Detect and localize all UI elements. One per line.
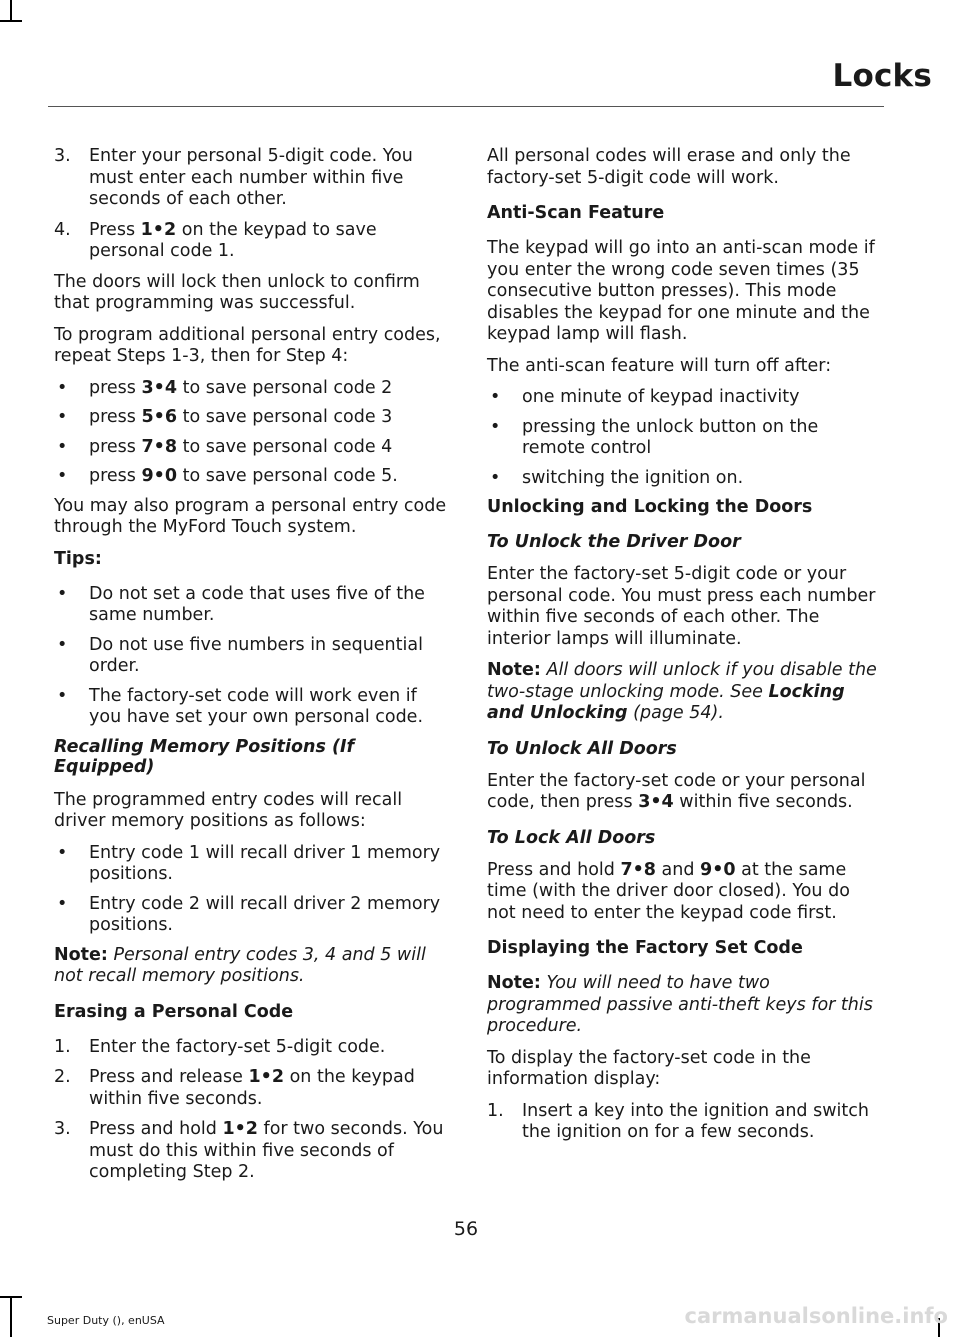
- step-number: 4.: [54, 219, 71, 240]
- list-item: [54, 843, 448, 886]
- paragraph: The anti-scan feature will turn off after:: [487, 355, 832, 376]
- bullet-text: press 5•6 to save personal code 3: [89, 407, 393, 427]
- list-item: [54, 686, 448, 729]
- bullet-text: pressing the unlock button on the remote control: [522, 416, 819, 458]
- list-item: [54, 466, 448, 488]
- note: [54, 945, 448, 988]
- paragraph: To program additional personal entry codes, repeat Steps 1-3, then for Step 4:: [54, 324, 441, 366]
- bullet-icon: •: [57, 583, 68, 604]
- list-item: [54, 437, 448, 459]
- bullet-text: switching the ignition on.: [522, 467, 744, 488]
- list-item: [54, 1037, 448, 1059]
- section-heading: Unlocking and Locking the Doors: [487, 497, 813, 517]
- list-item: [487, 387, 883, 409]
- bullet-text: Entry code 1 will recall driver 1 memory positions.: [89, 842, 441, 884]
- note-label: Note:: [487, 660, 541, 680]
- step-text: Insert a key into the ignition and switch the ignition on for a few seconds.: [522, 1100, 869, 1142]
- footer-text: Super Duty (), enUSA: [47, 1314, 165, 1327]
- note: [487, 660, 883, 725]
- paragraph: Enter the factory-set 5-digit code or your personal code. You must press each number within five seconds of each other. The interior lamps will illuminate.: [487, 564, 876, 649]
- paragraph: The keypad will go into an anti-scan mode if you enter the wrong code seven times (35 consecutive button presses). This mode disables the keypad for one minute and the keypad lamp will flash.: [487, 238, 875, 344]
- list-item: [487, 417, 883, 460]
- list-item: [487, 468, 883, 490]
- note-text: All doors will unlock if you disable the two-stage unlocking mode. See: [487, 660, 877, 702]
- note-text: Personal entry codes 3, 4 and 5 will not recall memory positions.: [54, 944, 426, 986]
- list-item: [487, 1101, 883, 1144]
- list-item: [54, 584, 448, 627]
- list-item: [54, 146, 448, 211]
- bullet-icon: •: [57, 407, 68, 427]
- bullet-list: [54, 843, 448, 937]
- list-item: [54, 635, 448, 678]
- paragraph: To display the factory-set code in the information display:: [487, 1047, 811, 1089]
- bullet-icon: •: [490, 416, 501, 437]
- bullet-icon: •: [490, 467, 501, 488]
- section-heading: Anti-Scan Feature: [487, 203, 665, 223]
- paragraph: All personal codes will erase and only the factory-set 5-digit code will work.: [487, 146, 851, 188]
- right-column: [487, 146, 883, 1153]
- list-item: [54, 894, 448, 937]
- paragraph: Enter the factory-set code or your personal code, then press 3•4 within five seconds.: [487, 770, 866, 812]
- note: [487, 973, 883, 1038]
- step-number: 3.: [54, 146, 71, 166]
- bullet-icon: •: [57, 436, 68, 457]
- watermark: carmanualsonline.info: [684, 1304, 948, 1328]
- step-text: Press and release 1•2 on the keypad within five seconds.: [89, 1067, 415, 1109]
- page-reference: (page 54).: [633, 703, 724, 723]
- note-label: Note:: [487, 973, 541, 993]
- page-title: Locks: [832, 58, 932, 94]
- subsection-heading: To Lock All Doors: [487, 827, 656, 848]
- crop-mark: [0, 1296, 22, 1298]
- cross-reference-link[interactable]: Locking and Unlocking: [487, 681, 845, 723]
- step-number: 3.: [54, 1119, 71, 1139]
- subsection-heading: To Unlock the Driver Door: [487, 532, 741, 552]
- step-number: 1.: [487, 1100, 504, 1121]
- list-item: [54, 220, 448, 263]
- section-heading: Displaying the Factory Set Code: [487, 938, 803, 958]
- bullet-text: Do not use five numbers in sequential order.: [89, 634, 423, 676]
- step-number: 1.: [54, 1036, 71, 1057]
- left-column: [54, 146, 448, 1193]
- paragraph: The programmed entry codes will recall driver memory positions as follows:: [54, 789, 403, 831]
- paragraph: The doors will lock then unlock to confirm that programming was successful.: [54, 271, 420, 313]
- header-divider: [48, 106, 884, 107]
- section-heading: Tips:: [54, 548, 102, 569]
- subsection-heading: To Unlock All Doors: [487, 738, 677, 759]
- steps-list: [54, 1037, 448, 1184]
- steps-list: [487, 1101, 883, 1144]
- bullet-icon: •: [57, 377, 68, 398]
- bullet-icon: •: [57, 466, 68, 486]
- bullet-text: press 3•4 to save personal code 2: [89, 377, 393, 398]
- step-number: 2.: [54, 1067, 71, 1087]
- list-item: [54, 378, 448, 400]
- paragraph: Press and hold 7•8 and 9•0 at the same time (with the driver door closed). You do not need to enter the keypad code first.: [487, 859, 850, 923]
- bullet-text: Do not set a code that uses five of the same number.: [89, 583, 425, 625]
- bullet-list: [54, 584, 448, 729]
- bullet-icon: •: [57, 634, 68, 655]
- page-number: 56: [453, 1218, 479, 1240]
- subsection-heading: Recalling Memory Positions (If Equipped): [54, 736, 355, 777]
- note-text: You will need to have two programmed passive anti-theft keys for this procedure.: [487, 973, 873, 1036]
- note-label: Note:: [54, 944, 108, 965]
- step-text: Enter the factory-set 5-digit code.: [89, 1036, 386, 1057]
- step-text: Press 1•2 on the keypad to save personal code 1.: [89, 219, 377, 261]
- section-heading: Erasing a Personal Code: [54, 1001, 294, 1022]
- list-item: [54, 1119, 448, 1184]
- crop-mark: [0, 20, 22, 22]
- bullet-text: press 7•8 to save personal code 4: [89, 436, 393, 457]
- paragraph: You may also program a personal entry code through the MyFord Touch system.: [54, 495, 447, 537]
- list-item: [54, 1067, 448, 1110]
- step-text: Press and hold 1•2 for two seconds. You must do this within five seconds of completing Step 2.: [89, 1119, 444, 1182]
- steps-list: [54, 146, 448, 263]
- bullet-list: [54, 378, 448, 488]
- bullet-text: press 9•0 to save personal code 5.: [89, 466, 398, 486]
- bullet-icon: •: [57, 842, 68, 863]
- bullet-icon: •: [57, 893, 68, 914]
- bullet-list: [487, 387, 883, 489]
- bullet-text: The factory-set code will work even if you have set your own personal code.: [89, 685, 424, 727]
- bullet-icon: •: [57, 685, 68, 706]
- crop-mark: [10, 1296, 12, 1337]
- crop-mark: [10, 0, 12, 22]
- list-item: [54, 407, 448, 429]
- bullet-icon: •: [490, 387, 501, 407]
- step-text: Enter your personal 5-digit code. You must enter each number within five seconds of each other.: [89, 146, 413, 209]
- bullet-text: one minute of keypad inactivity: [522, 387, 800, 407]
- bullet-text: Entry code 2 will recall driver 2 memory positions.: [89, 893, 441, 935]
